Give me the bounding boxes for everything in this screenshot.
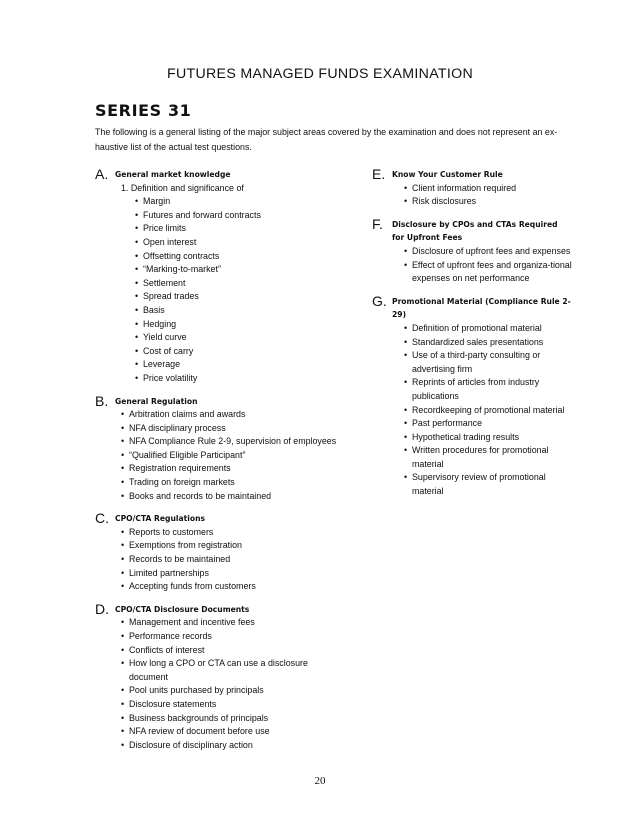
intro-paragraph: The following is a general listing of the major subject areas covered by the examination and does not represent an ex-haustive list of the actual test questions. [95, 127, 558, 152]
section-heading: CPO/CTA Disclosure Documents [115, 604, 250, 614]
topic-list [372, 245, 572, 286]
list-item: • Management and incentive fees [129, 616, 345, 630]
list-item: • Written procedures for promotional material [412, 444, 572, 471]
list-item: • Futures and forward contracts [143, 209, 345, 223]
section-letter: C. [95, 510, 109, 527]
list-item: • Standardized sales presentations [412, 336, 572, 350]
list-item: • Supervisory review of promotional material [412, 471, 572, 498]
list-item: • Arbitration claims and awards [129, 408, 345, 422]
section-heading: General market knowledge [115, 170, 231, 179]
list-item: • Exemptions from registration [129, 539, 345, 553]
section-heading: Promotional Material (Compliance Rule 2-29) [392, 296, 571, 320]
series-heading: SERIES 31 [95, 101, 192, 120]
section-subheading: 1. Definition and significance of [121, 182, 244, 193]
section-c [95, 512, 345, 594]
list-item: • Use of a third-party consulting or advertising firm [412, 349, 572, 376]
section-heading: Know Your Customer Rule [392, 170, 503, 179]
list-item: • Definition of promotional material [412, 322, 572, 336]
list-item: • Hypothetical trading results [412, 431, 572, 445]
topic-list [372, 182, 572, 209]
list-item: • Open interest [143, 236, 345, 250]
list-item: • Disclosure of upfront fees and expenses [412, 245, 572, 259]
list-item: • Conflicts of interest [129, 644, 345, 658]
page-number: 20 [314, 775, 326, 787]
section-d [95, 600, 345, 753]
list-item: • Client information required [412, 182, 572, 196]
list-item: • Offsetting contracts [143, 250, 345, 264]
section-g [372, 292, 572, 499]
section-letter: F. [372, 215, 383, 232]
section-a [95, 168, 345, 386]
section-heading: Disclosure by CPOs and CTAs Required for Upfront Fees [392, 219, 558, 243]
list-item: • Risk disclosures [412, 195, 572, 209]
page-title: FUTURES MANAGED FUNDS EXAMINATION [166, 66, 473, 82]
section-letter: G. [372, 292, 387, 309]
list-item: • Books and records to be maintained [129, 490, 345, 504]
topic-list [95, 616, 345, 752]
list-item: • Cost of carry [143, 345, 345, 359]
topic-list [95, 526, 345, 594]
list-item: • Records to be maintained [129, 553, 345, 567]
list-item: • Yield curve [143, 331, 345, 345]
left-column [95, 168, 345, 761]
topic-list [95, 195, 345, 385]
list-item: • NFA review of document before use [129, 725, 345, 739]
list-item: • Trading on foreign markets [129, 476, 345, 490]
list-item: • Price limits [143, 222, 345, 236]
section-b [95, 392, 345, 504]
list-item: • Business backgrounds of principals [129, 712, 345, 726]
list-item: • Pool units purchased by principals [129, 684, 345, 698]
list-item: • Spread trades [143, 290, 345, 304]
list-item: • Recordkeeping of promotional material [412, 404, 572, 418]
list-item: • Reports to customers [129, 526, 345, 540]
list-item: • NFA disciplinary process [129, 422, 345, 436]
list-item: • Effect of upfront fees and organiza-tional expenses on net performance [412, 259, 572, 286]
list-item: • NFA Compliance Rule 2-9, supervision of employees [129, 435, 345, 449]
section-letter: B. [95, 392, 109, 409]
list-item: • Disclosure statements [129, 698, 345, 712]
list-item: • Basis [143, 304, 345, 318]
list-item: • Hedging [143, 318, 345, 332]
list-item: • “Marking-to-market” [143, 263, 345, 277]
section-letter: D. [95, 600, 109, 617]
list-item: • Limited partnerships [129, 567, 345, 581]
section-letter: E. [372, 166, 386, 182]
list-item: • Past performance [412, 417, 572, 431]
list-item: • “Qualified Eligible Participant” [129, 449, 345, 463]
section-e [372, 168, 572, 209]
list-item: • Margin [143, 195, 345, 209]
list-item: • Leverage [143, 358, 345, 372]
list-item: • Performance records [129, 630, 345, 644]
list-item: • Settlement [143, 277, 345, 291]
list-item: • How long a CPO or CTA can use a disclosure document [129, 657, 345, 684]
section-f [372, 215, 572, 286]
section-heading: CPO/CTA Regulations [115, 514, 205, 524]
list-item: • Disclosure of disciplinary action [129, 739, 345, 753]
list-item: • Reprints of articles from industry publications [412, 376, 572, 403]
list-item: • Price volatility [143, 372, 345, 386]
topic-list [372, 322, 572, 499]
topic-list [95, 408, 345, 503]
list-item: • Accepting funds from customers [129, 580, 345, 594]
list-item: • Registration requirements [129, 462, 345, 476]
section-letter: A. [95, 166, 109, 182]
right-column [372, 168, 572, 508]
section-heading: General Regulation [115, 396, 198, 406]
